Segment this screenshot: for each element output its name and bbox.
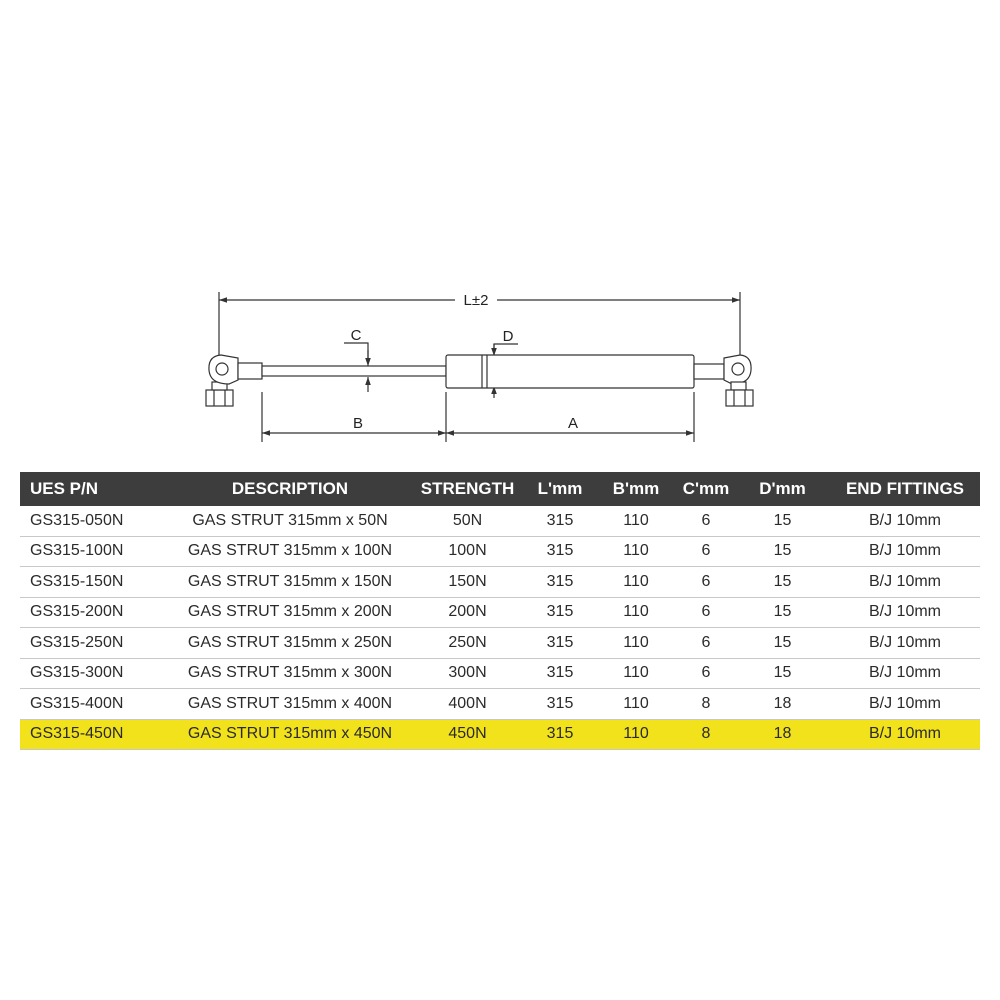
right-rod-collar	[694, 364, 724, 379]
cell-pn: GS315-300N	[20, 658, 170, 689]
left-rod-collar	[238, 363, 262, 379]
cell-pn: GS315-250N	[20, 628, 170, 659]
cell-l: 315	[525, 567, 595, 598]
table-body	[20, 506, 980, 750]
cell-d: 15	[735, 658, 830, 689]
cell-c: 6	[677, 567, 735, 598]
header-strength: STRENGTH	[410, 472, 525, 506]
cell-description: GAS STRUT 315mm x 100N	[170, 536, 410, 567]
cell-d: 15	[735, 536, 830, 567]
d-label: D	[502, 328, 514, 345]
cell-strength: 100N	[410, 536, 525, 567]
cell-b: 110	[595, 506, 677, 536]
cell-c: 6	[677, 658, 735, 689]
cell-description: GAS STRUT 315mm x 250N	[170, 628, 410, 659]
cell-b: 110	[595, 719, 677, 750]
cell-l: 315	[525, 597, 595, 628]
cell-strength: 250N	[410, 628, 525, 659]
table-row	[20, 567, 980, 598]
d-leader	[494, 344, 518, 352]
cell-strength: 300N	[410, 658, 525, 689]
c-leader	[344, 343, 368, 363]
cell-l: 315	[525, 628, 595, 659]
cell-description: GAS STRUT 315mm x 50N	[170, 506, 410, 536]
piston-rod	[262, 366, 446, 376]
cell-end: B/J 10mm	[830, 628, 980, 659]
cell-d: 15	[735, 628, 830, 659]
cell-pn: GS315-200N	[20, 597, 170, 628]
cell-c: 6	[677, 628, 735, 659]
table-row	[20, 689, 980, 720]
cell-b: 110	[595, 567, 677, 598]
table-row	[20, 658, 980, 689]
cell-d: 15	[735, 567, 830, 598]
table-row	[20, 597, 980, 628]
cell-pn: GS315-400N	[20, 689, 170, 720]
header-end-fittings: END FITTINGS	[830, 472, 980, 506]
cell-strength: 150N	[410, 567, 525, 598]
cell-b: 110	[595, 658, 677, 689]
cell-description: GAS STRUT 315mm x 300N	[170, 658, 410, 689]
cell-b: 110	[595, 628, 677, 659]
header-description: DESCRIPTION	[170, 472, 410, 506]
b-label: B	[352, 415, 364, 432]
a-label: A	[567, 415, 579, 432]
cell-end: B/J 10mm	[830, 506, 980, 536]
cell-c: 6	[677, 536, 735, 567]
table-row	[20, 536, 980, 567]
table-row	[20, 506, 980, 536]
cell-c: 8	[677, 719, 735, 750]
cell-description: GAS STRUT 315mm x 450N	[170, 719, 410, 750]
cell-pn: GS315-050N	[20, 506, 170, 536]
header-l: L'mm	[525, 472, 595, 506]
cell-end: B/J 10mm	[830, 658, 980, 689]
cell-strength: 200N	[410, 597, 525, 628]
cell-description: GAS STRUT 315mm x 400N	[170, 689, 410, 720]
gas-strut-diagram	[0, 0, 1000, 470]
header-pn: UES P/N	[20, 472, 170, 506]
cell-l: 315	[525, 536, 595, 567]
cell-strength: 400N	[410, 689, 525, 720]
spec-table	[20, 472, 980, 750]
cell-pn: GS315-150N	[20, 567, 170, 598]
cell-end: B/J 10mm	[830, 597, 980, 628]
cell-description: GAS STRUT 315mm x 150N	[170, 567, 410, 598]
cell-l: 315	[525, 658, 595, 689]
c-label: C	[350, 327, 362, 344]
cell-d: 18	[735, 689, 830, 720]
cell-c: 8	[677, 689, 735, 720]
table-header-row	[20, 472, 980, 506]
cell-l: 315	[525, 506, 595, 536]
header-b: B'mm	[595, 472, 677, 506]
table-row	[20, 628, 980, 659]
cell-c: 6	[677, 597, 735, 628]
header-c: C'mm	[677, 472, 735, 506]
cell-strength: 50N	[410, 506, 525, 536]
cell-end: B/J 10mm	[830, 536, 980, 567]
right-end-fitting-neck	[731, 382, 746, 390]
cell-description: GAS STRUT 315mm x 200N	[170, 597, 410, 628]
cell-d: 18	[735, 719, 830, 750]
cylinder-body	[446, 355, 694, 388]
cell-b: 110	[595, 689, 677, 720]
cell-b: 110	[595, 597, 677, 628]
cell-l: 315	[525, 719, 595, 750]
cell-strength: 450N	[410, 719, 525, 750]
cell-pn: GS315-100N	[20, 536, 170, 567]
header-d: D'mm	[735, 472, 830, 506]
right-end-fitting-nut	[726, 390, 753, 406]
cell-end: B/J 10mm	[830, 689, 980, 720]
cell-l: 315	[525, 689, 595, 720]
cell-b: 110	[595, 536, 677, 567]
length-label: L±2	[463, 292, 489, 309]
cell-end: B/J 10mm	[830, 567, 980, 598]
cell-end: B/J 10mm	[830, 719, 980, 750]
left-end-fitting-nut	[206, 390, 233, 406]
cell-d: 15	[735, 506, 830, 536]
cell-d: 15	[735, 597, 830, 628]
cell-pn: GS315-450N	[20, 719, 170, 750]
table-row	[20, 719, 980, 750]
cell-c: 6	[677, 506, 735, 536]
